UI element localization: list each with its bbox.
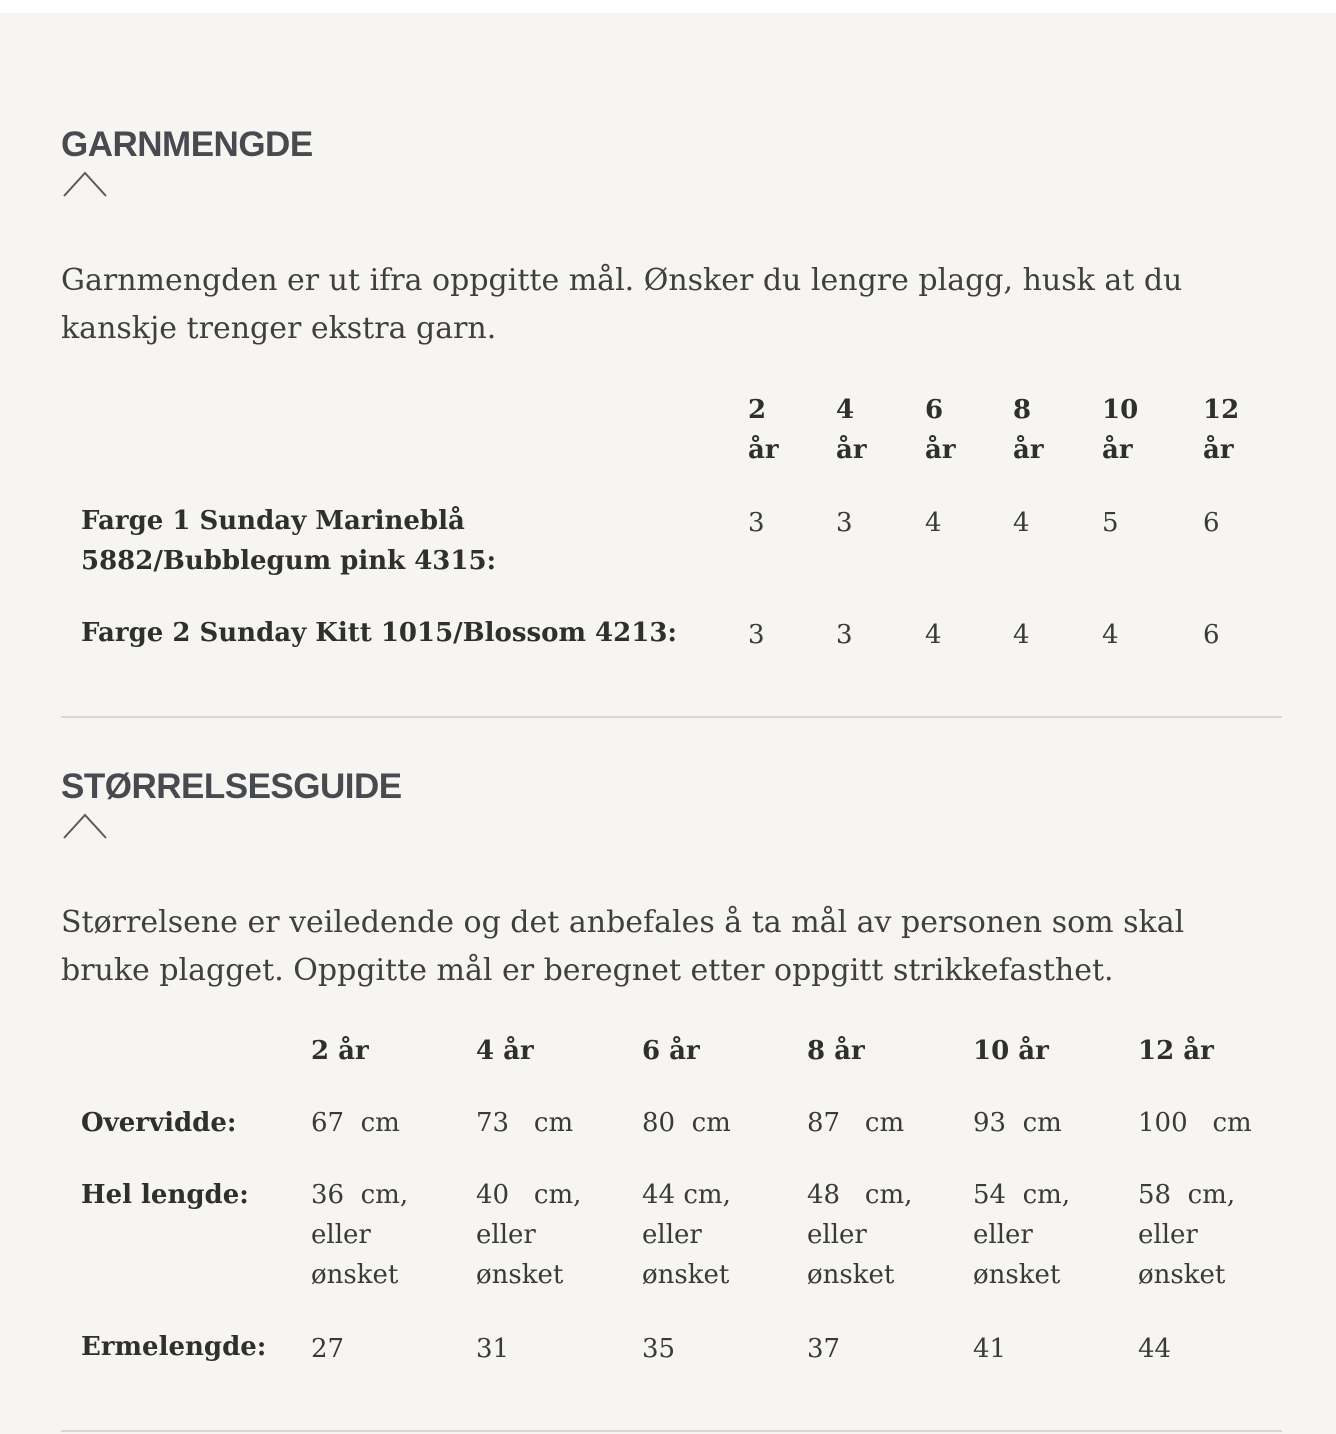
size-header: 2 år [311, 1036, 369, 1066]
yarn-row-label: Farge 1 Sunday Marineblå 5882/Bubblegum pink 4315: [81, 506, 497, 576]
yarn-row-label: Farge 2 Sunday Kitt 1015/Blossom 4213: [81, 618, 678, 648]
yarn-value: 3 [836, 508, 853, 538]
size-guide-section [61, 13, 1282, 1434]
yarn-value: 3 [836, 620, 853, 650]
chest-value: 80 cm [642, 1108, 731, 1138]
size-header: 6 år [642, 1036, 700, 1066]
yarn-size-header: 6 år [925, 395, 956, 465]
page-content [0, 13, 1336, 1434]
yarn-value: 4 [1013, 620, 1030, 650]
yarn-value: 5 [1102, 508, 1119, 538]
chest-value: 73 cm [476, 1108, 574, 1138]
chevron-up-icon[interactable] [63, 812, 107, 840]
yarn-section-title[interactable]: GARNMENGDE [61, 125, 313, 164]
yarn-size-header: 12 år [1203, 395, 1240, 465]
size-header: 8 år [807, 1036, 865, 1066]
size-header: 4 år [476, 1036, 534, 1066]
sleeve-value: 44 [1138, 1334, 1172, 1364]
yarn-value: 4 [925, 620, 942, 650]
length-value: 48 cm, eller ønsket [807, 1180, 913, 1290]
size-header: 10 år [973, 1036, 1049, 1066]
sleeve-value: 41 [973, 1334, 1007, 1364]
yarn-size-header: 10 år [1102, 395, 1139, 465]
yarn-value: 6 [1203, 620, 1220, 650]
yarn-intro-text: Garnmengden er ut ifra oppgitte mål. Ønsker du lengre plagg, husk at du kanskje trenger ekstra garn. [61, 263, 1183, 346]
yarn-value: 4 [1102, 620, 1119, 650]
yarn-size-header: 8 år [1013, 395, 1044, 465]
size-guide-intro-text: Størrelsene er veiledende og det anbefales å ta mål av personen som skal bruke plagget. Oppgitte mål er beregnet etter oppgitt strikkefasthet. [61, 905, 1185, 988]
yarn-value: 4 [925, 508, 942, 538]
yarn-value: 6 [1203, 508, 1220, 538]
chest-label: Overvidde: [81, 1108, 237, 1138]
yarn-value: 3 [748, 508, 765, 538]
chest-value: 100 cm [1138, 1108, 1252, 1138]
section-divider [61, 1430, 1282, 1432]
length-value: 40 cm, eller ønsket [476, 1180, 582, 1290]
chest-value: 93 cm [973, 1108, 1062, 1138]
yarn-size-header: 4 år [836, 395, 867, 465]
length-label: Hel lengde: [81, 1180, 249, 1210]
yarn-value: 3 [748, 620, 765, 650]
yarn-value: 4 [1013, 508, 1030, 538]
chest-value: 87 cm [807, 1108, 905, 1138]
size-header: 12 år [1138, 1036, 1214, 1066]
sleeve-label: Ermelengde: [81, 1332, 267, 1362]
size-guide-title[interactable]: STØRRELSESGUIDE [61, 767, 402, 806]
sleeve-value: 35 [642, 1334, 676, 1364]
sleeve-value: 37 [807, 1334, 841, 1364]
length-value: 36 cm, eller ønsket [311, 1180, 409, 1290]
length-value: 54 cm, eller ønsket [973, 1180, 1071, 1290]
length-value: 58 cm, eller ønsket [1138, 1180, 1236, 1290]
yarn-size-header: 2 år [748, 395, 779, 465]
sleeve-value: 27 [311, 1334, 345, 1364]
sleeve-value: 31 [476, 1334, 510, 1364]
length-value: 44 cm, eller ønsket [642, 1180, 731, 1290]
chest-value: 67 cm [311, 1108, 400, 1138]
